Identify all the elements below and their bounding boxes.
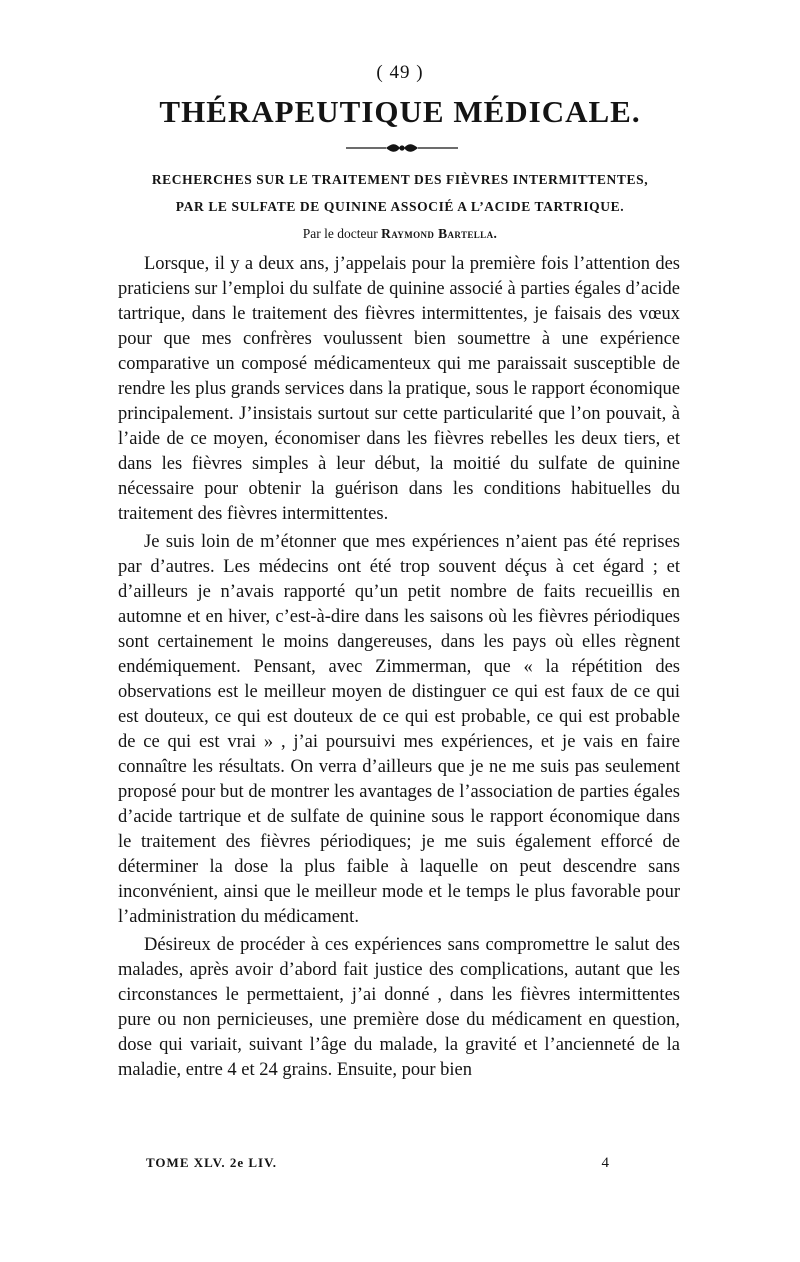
byline-author: Raymond Bartella. [381,226,498,241]
paragraph-2: Je suis loin de m’étonner que mes expériences n’aient pas été reprises par d’autres. Les médecins ont été trop souvent déçus à cet égard ; et d’ailleurs je n’avais rapporté qu’un petit nombre de faits recueillis en automne et en hiver, c’est-à-dire dans les saisons où les fièvres périodiques sont certainement le moins dangereuses, dans les pays où elles règnent endémiquement. Pensant, avec Zimmerman, que « la répétition des observations est le meilleur moyen de distinguer ce qui est faux de ce qui est douteux, ce qui est douteux de ce qui est probable, ce qui est probable de ce qui est vrai » , j’ai poursuivi mes expériences, et je vais en faire connaître les résultats. On verra d’ailleurs que je ne me suis pas seulement proposé pour but de montrer les avantages de l’association de parties égales d’acide tartrique et de sulfate de quinine sous le rapport économique dans le traitement des fièvres périodiques; je me suis également efforcé de déterminer la dose la plus faible à laquelle on peut descendre sans inconvénient, ainsi que le meilleur mode et le temps le plus favorable pour l’administration du médicament. [118,532,680,927]
section-title: THÉRAPEUTIQUE MÉDICALE. [159,94,641,129]
paragraph-1: Lorsque, il y a deux ans, j’appelais pour la première fois l’attention des praticiens sur l’emploi du sulfate de quinine associé à parties égales d’acide tartrique, dans le traitement des fièvres intermittentes, je faisais des vœux pour que mes confrères voulussent bien soumettre à une expérience comparative un composé médicamenteux qui me paraissait susceptible de rendre les plus grands services dans la pratique, sous le rapport économique principalement. J’insistais surtout sur cette particularité que l’on pouvait, à l’aide de ce moyen, économiser dans les fièvres rebelles les deux tiers, et dans les fièvres simples à leur début, la moitié du sulfate de quinine nécessaire pour obtenir la guérison dans les conditions habituelles du traitement des fièvres intermittentes. [118,254,680,524]
signature-mark: 4 [601,1155,610,1171]
volume-label: TOME XLV. 2e LIV. [146,1155,278,1170]
article-title-line-2: PAR LE SULFATE DE QUININE ASSOCIÉ A L’ACIDE TARTRIQUE. [175,199,625,214]
page-number: ( 49 ) [376,62,424,83]
page-footer [146,1155,610,1171]
article-body [118,252,680,1083]
ornament-divider-icon [346,139,458,157]
byline-prefix: Par le docteur [302,226,382,241]
paragraph-3: Désireux de procéder à ces expériences sans compromettre le salut des malades, après avoir d’abord fait justice des complications, autant que les circonstances le permettaient, j’ai donné , dans les fièvres intermittentes pure ou non pernicieuses, une première dose du médicament en question, dose qui variait, suivant l’âge du malade, la gravité et l’ancienneté de la maladie, entre 4 et 24 grains. Ensuite, pour bien [118,935,680,1080]
byline [0,226,800,242]
article-title-line-1: RECHERCHES SUR LE TRAITEMENT DES FIÈVRES INTERMITTENTES, [151,172,649,187]
